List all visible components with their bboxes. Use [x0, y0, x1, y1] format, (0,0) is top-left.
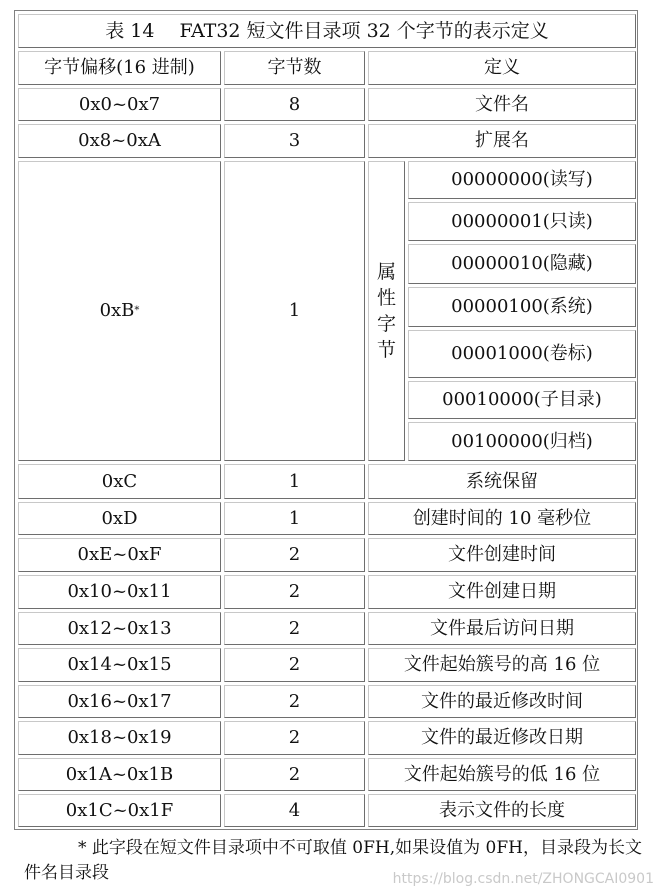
cell-count: 2 — [224, 758, 365, 791]
attr-value: 00000000(读写) — [408, 161, 636, 199]
cell-definition: 文件最后访问日期 — [368, 612, 636, 645]
cell-offset: 0x8~0xA — [18, 124, 221, 158]
header-count: 字节数 — [224, 51, 365, 85]
attr-label-char: 属 — [376, 261, 396, 283]
attr-label-char: 字 — [376, 313, 396, 335]
cell-definition: 扩展名 — [368, 124, 636, 158]
attr-label-char: 性 — [376, 287, 396, 309]
cell-offset: 0xE~0xF — [18, 538, 221, 572]
cell-count: 1 — [224, 502, 365, 535]
cell-offset: 0x1A~0x1B — [18, 758, 221, 791]
cell-definition: 文件创建时间 — [368, 538, 636, 572]
cell-count: 2 — [224, 685, 365, 718]
cell-offset: 0x14~0x15 — [18, 648, 221, 682]
cell-definition: 文件的最近修改日期 — [368, 721, 636, 755]
cell-count: 2 — [224, 721, 365, 755]
cell-count-attr: 1 — [224, 161, 365, 461]
cell-count: 3 — [224, 124, 365, 158]
attr-group-label — [368, 161, 405, 461]
header-definition: 定义 — [368, 51, 636, 85]
header-offset: 字节偏移(16 进制) — [18, 51, 221, 85]
cell-definition: 表示文件的长度 — [368, 794, 636, 827]
cell-definition: 文件起始簇号的低 16 位 — [368, 758, 636, 791]
attr-value: 00001000(卷标) — [408, 330, 636, 378]
cell-definition: 文件名 — [368, 88, 636, 121]
cell-count: 2 — [224, 575, 365, 609]
cell-count: 1 — [224, 464, 365, 499]
cell-count: 8 — [224, 88, 365, 121]
cell-offset: 0xC — [18, 464, 221, 499]
cell-definition: 文件的最近修改时间 — [368, 685, 636, 718]
cell-offset: 0xD — [18, 502, 221, 535]
cell-definition: 创建时间的 10 毫秒位 — [368, 502, 636, 535]
footnote: * 此字段在短文件目录项中不可取值 0FH,如果设值为 0FH，目录段为长文件名目录段 — [24, 838, 642, 883]
attr-value: 00010000(子目录) — [408, 381, 636, 419]
cell-definition: 系统保留 — [368, 464, 636, 499]
table-caption: 表 14 FAT32 短文件目录项 32 个字节的表示定义 — [18, 14, 636, 48]
attr-value: 00000100(系统) — [408, 287, 636, 327]
cell-offset: 0x1C~0x1F — [18, 794, 221, 827]
cell-offset: 0x18~0x19 — [18, 721, 221, 755]
attr-label-char: 节 — [376, 339, 396, 361]
cell-definition: 文件创建日期 — [368, 575, 636, 609]
cell-offset: 0x12~0x13 — [18, 612, 221, 645]
cell-count: 4 — [224, 794, 365, 827]
cell-offset: 0x10~0x11 — [18, 575, 221, 609]
cell-offset: 0x16~0x17 — [18, 685, 221, 718]
footnote-mark: * — [134, 305, 140, 316]
cell-offset-attr — [18, 161, 221, 461]
offset-text: 0xB — [99, 300, 135, 321]
watermark: https://blog.csdn.net/ZHONGCAI0901 — [392, 871, 654, 887]
cell-count: 2 — [224, 538, 365, 572]
cell-count: 2 — [224, 612, 365, 645]
attr-value: 00100000(归档) — [408, 422, 636, 461]
attr-value: 00000001(只读) — [408, 202, 636, 241]
cell-offset: 0x0~0x7 — [18, 88, 221, 121]
cell-count: 2 — [224, 648, 365, 682]
cell-definition: 文件起始簇号的高 16 位 — [368, 648, 636, 682]
attr-value: 00000010(隐藏) — [408, 244, 636, 284]
